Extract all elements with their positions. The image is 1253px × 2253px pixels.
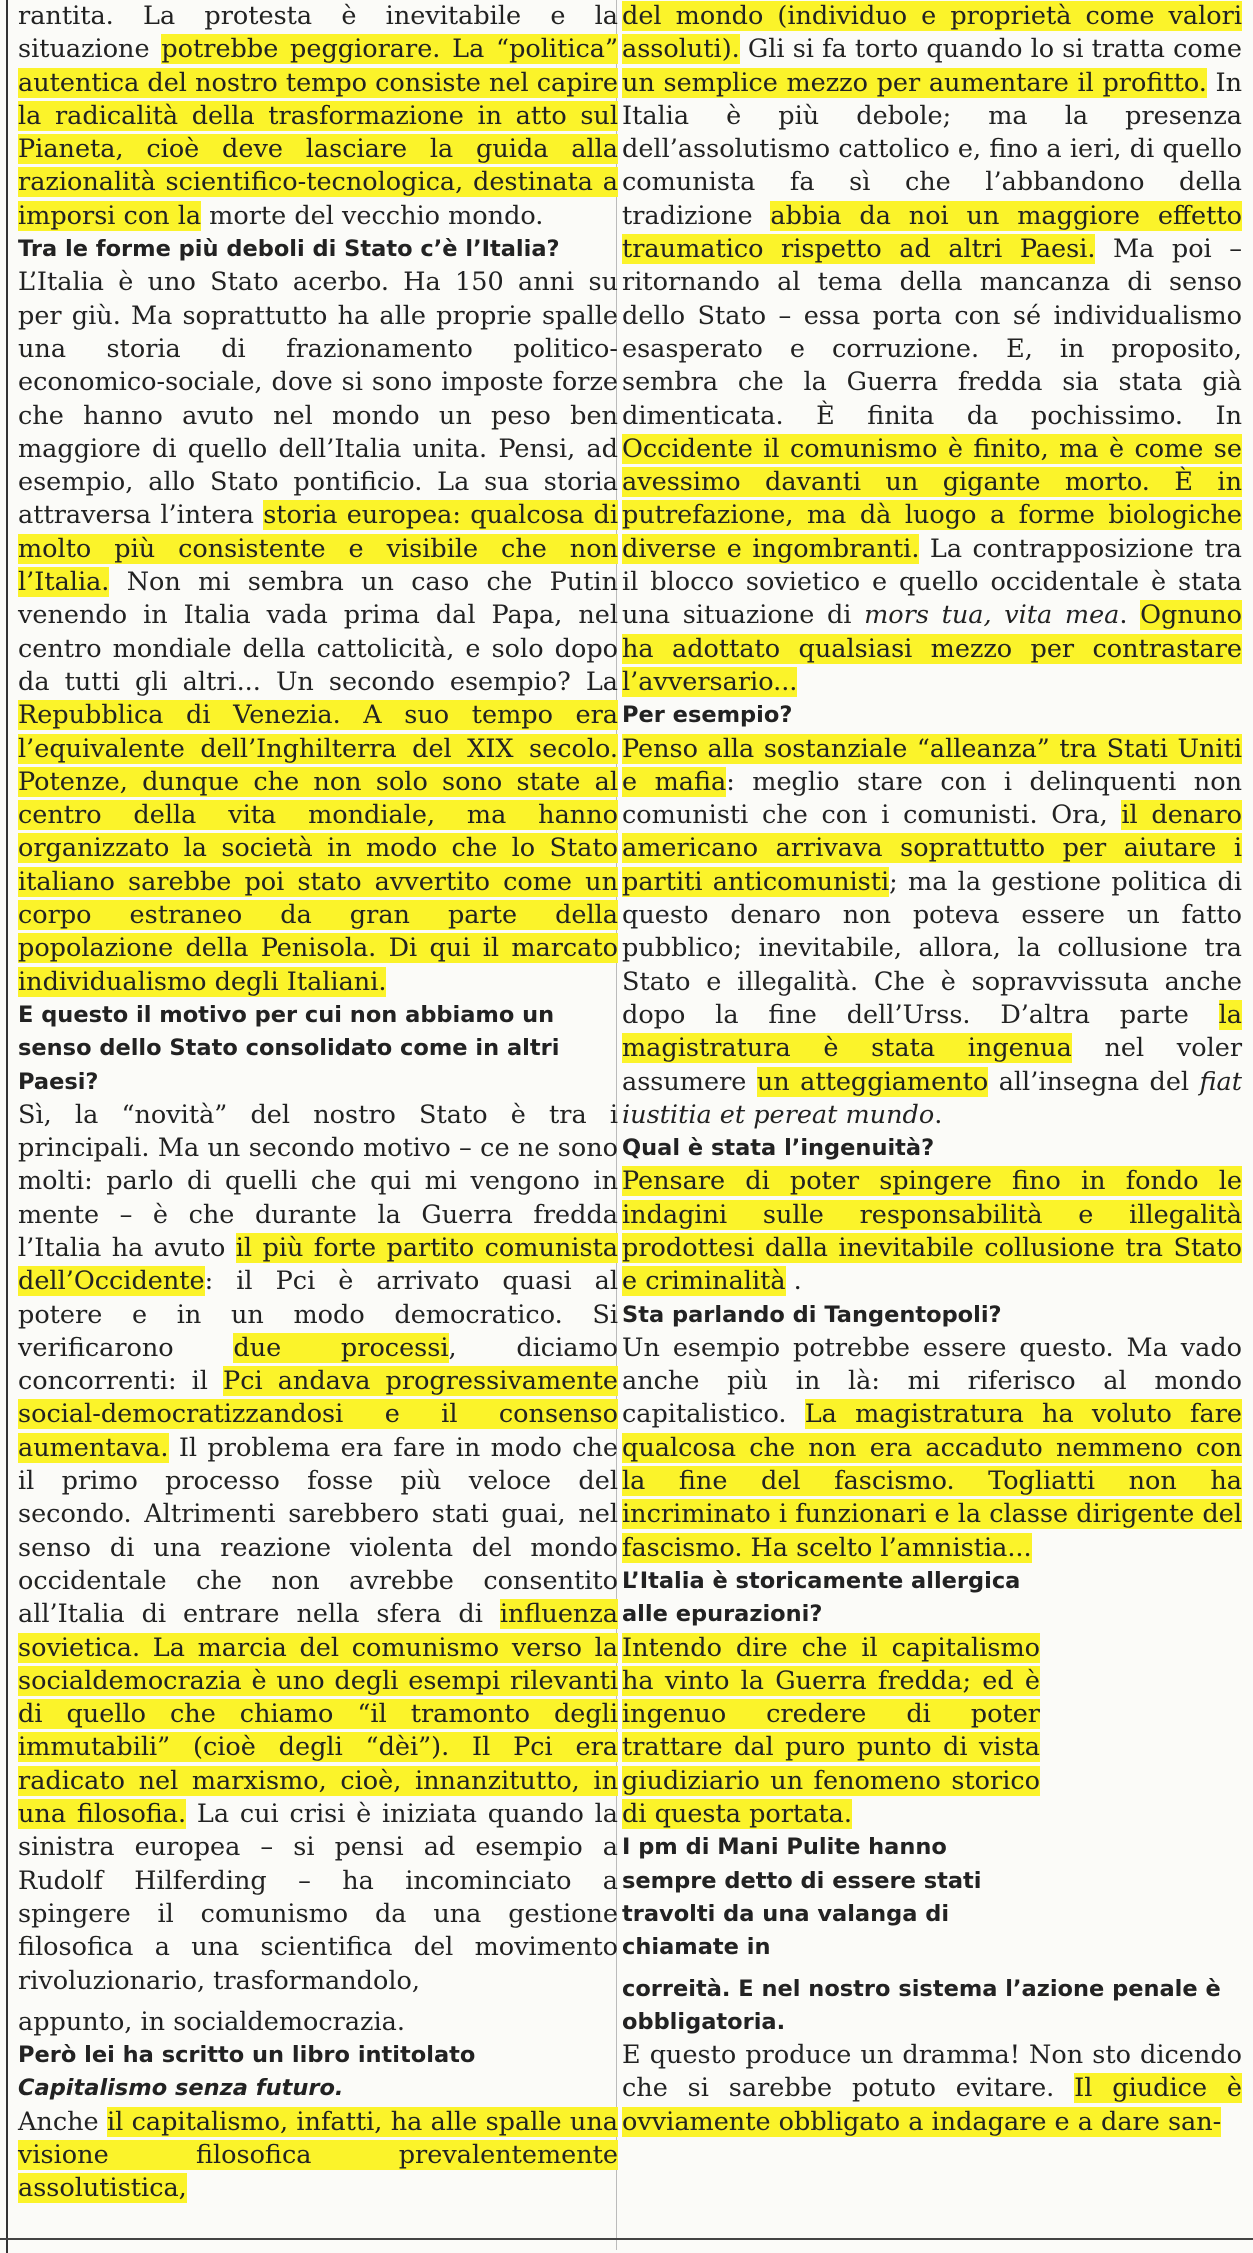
paragraph: Pensare di poter spingere fino in fondo le indagini sulle responsabilità e illegalità prodottesi dalla inevitabile collusione tra Stato e criminalità . xyxy=(622,1166,1242,1297)
interview-question: Sta parlando di Tangentopoli? xyxy=(622,1301,1002,1328)
paragraph: Un esempio potrebbe essere questo. Ma vado anche più in là: mi riferisco al mondo capitalistico. La magistratura ha voluto fare qualcosa che non era accaduto nemmeno con la fine del fascismo. Togliatti non ha incriminato i funzionari e la classe dirigente del fascismo. Ha scelto l’amnistia... xyxy=(622,1332,1242,1563)
paragraph: Sì, la “novità” del nostro Stato è tra i principali. Ma un secondo motivo – ce ne sono molti: parlo di quelli che qui mi vengono in mente – è che durante la Guerra fredda l’Italia ha avuto il più forte partito comunista dell’Occidente: il Pci è arrivato quasi al potere e in un modo democratico. Si verificarono due processi, diciamo concorrenti: il Pci andava progressivamente social-democratizzandosi e il consenso aumentava. Il problema era fare in modo che il primo processo fosse più veloce del secondo. Altrimenti sarebbero stati guai, nel senso di una reazione violenta del mondo occidentale che non avrebbe consentito all’Italia di entrare nella sfera di influenza sovietica. La marcia del comunismo verso la socialdemocrazia è uno degli esempi rilevanti di quello che chiamo “il tramonto degli immutabili” (cioè degli “dèi”). Il Pci era radicato nel marxismo, cioè, innanzitutto, in una filosofia. La cui crisi è iniziata quando la sinistra europea – si pensi ad esempio a Rudolf Hilferding – ha incominciato a spingere il comunismo da una gestione filosofica a una scientifica del movimento rivoluzionario, trasformandolo, xyxy=(18,1099,619,1996)
bottom-rule xyxy=(0,2238,1253,2240)
paragraph: Penso alla sostanziale “alleanza” tra Stati Uniti e mafia: meglio stare con i delinquenti non comunisti che con i comunisti. Ora, il denaro americano arrivava soprattutto per aiutare i partiti anticomunisti; ma la gestione politica di questo denaro non poteva essere un fatto pubblico; inevitabile, allora, la collusione tra Stato e illegalità. Che è sopravvissuta anche dopo la fine dell’Urss. D’altra parte la magistratura è stata ingenua nel voler assumere un atteggiamento all’insegna del fiat iustitia et pereat mundo. xyxy=(622,733,1243,1130)
interview-question: Per esempio? xyxy=(622,702,793,729)
interview-question: correità. E nel nostro sistema l’azione penale è obbligatoria. xyxy=(622,1975,1221,2035)
interview-question: Qual è stata l’ingenuità? xyxy=(622,1135,935,1162)
interview-question: Però lei ha scritto un libro intitolato Capitalismo senza futuro. xyxy=(18,2042,476,2102)
paragraph: Intendo dire che il capitalismo ha vinto la Guerra fredda; ed è ingenuo credere di poter trattare dal puro punto di vista giudiziario un fenomeno storico di questa portata. xyxy=(622,1632,1040,1830)
paragraph: Anche il capitalismo, infatti, ha alle spalle una visione filosofica prevalentemente assolutistica, xyxy=(18,2106,618,2204)
paragraph: del mondo (individuo e proprietà come valori assoluti). Gli si fa torto quando lo si tratta come un semplice mezzo per aumentare il profitto. In Italia è più debole; ma la presenza dell’assolutismo cattolico e, fino a ieri, di quello comunista fa sì che l’abbandono della tradizione abbia da noi un maggiore effetto traumatico rispetto ad altri Paesi. Ma poi – ritornando al tema della mancanza di senso dello Stato – essa porta con sé individualismo esasperato e corruzione. E, in proposito, sembra che la Guerra fredda sia stata già dimenticata. È finita da pochissimo. In Occidente il comunismo è finito, ma è come se avessimo davanti un gigante morto. È in putrefazione, ma dà luogo a forme biologiche diverse e ingombranti. La contrapposizione tra il blocco sovietico e quello occidentale è stata una situazione di mors tua, vita mea. Ognuno ha adottato qualsiasi mezzo per contrastare l’avversario... xyxy=(622,1,1243,697)
paragraph: E questo produce un dramma! Non sto dicendo che si sarebbe potuto evitare. Il giudice è ovviamente obbligato a indagare e a dare san- xyxy=(622,2040,1242,2137)
interview-question: E questo il motivo per cui non abbiamo un senso dello Stato consolidato come in altri Paesi? xyxy=(18,1001,560,1095)
interview-question: I pm di Mani Pulite hanno sempre detto di essere stati travolti da una valanga di chiamate in xyxy=(622,1834,982,1961)
paragraph: appunto, in socialdemocrazia. xyxy=(18,2006,405,2037)
right-column xyxy=(622,0,1242,2253)
paragraph: L’Italia è uno Stato acerbo. Ha 150 anni su per giù. Ma soprattutto ha alle proprie spalle una storia di frazionamento politico-economico-sociale, dove si sono imposte forze che hanno avuto nel mondo un peso ben maggiore di quello dell’Italia unita. Pensi, ad esempio, allo Stato pontificio. La sua storia attraversa l’intera storia europea: qualcosa di molto più consistente e visibile che non l’Italia. Non mi sembra un caso che Putin venendo in Italia vada prima dal Papa, nel centro mondiale della cattolicità, e solo dopo da tutti gli altri... Un secondo esempio? La Repubblica di Venezia. A suo tempo era l’equivalente dell’Inghilterra del XIX secolo. Potenze, dunque che non solo sono state al centro della vita mondiale, ma hanno organizzato la società in modo che lo Stato italiano sarebbe poi stato avvertito come un corpo estraneo da gran parte della popolazione della Penisola. Di qui il marcato individualismo degli Italiani. xyxy=(18,267,618,997)
left-column xyxy=(6,0,618,2253)
interview-question: Tra le forme più deboli di Stato c’è l’Italia? xyxy=(18,236,560,263)
paragraph: rantita. La protesta è inevitabile e la situazione potrebbe peggiorare. La “politica” autentica del nostro tempo consiste nel capire la radicalità della trasformazione in atto sul Pianeta, cioè deve lasciare la guida alla razionalità scientifico-tecnologica, destinata a imporsi con la morte del vecchio mondo. xyxy=(18,1,618,231)
interview-question: L’Italia è storicamente allergica alle epurazioni? xyxy=(622,1567,1021,1628)
